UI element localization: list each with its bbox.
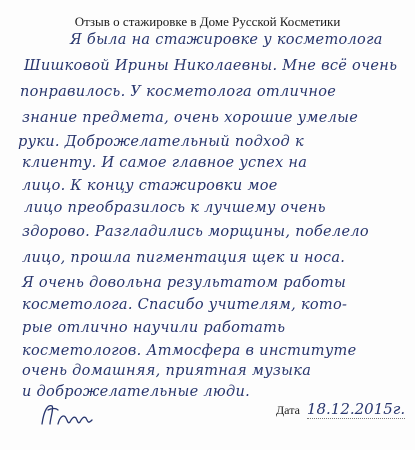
handwritten-line: руки. Доброжелательный подход к <box>18 134 304 150</box>
handwritten-line: Я была на стажировке у косметолога <box>70 32 383 48</box>
handwritten-line: клиенту. И самое главное успех на <box>22 155 308 171</box>
signature-scribble <box>38 400 96 432</box>
handwritten-line: Я очень довольна результатом работы <box>22 275 347 291</box>
handwritten-line: знание предмета, очень хорошие умелые <box>22 110 359 126</box>
date-row <box>276 400 405 418</box>
handwritten-line: понравилось. У косметолога отличное <box>20 84 337 100</box>
handwritten-line: и доброжелательные люди. <box>22 384 251 400</box>
handwritten-line: косметологов. Атмосфера в институте <box>22 343 357 359</box>
handwritten-line: лицо, прошла пигментация щек и носа. <box>22 250 346 266</box>
handwritten-line: лицо. К концу стажировки мое <box>22 178 278 194</box>
date-label: Дата <box>276 403 300 417</box>
handwritten-signature <box>38 400 96 437</box>
handwritten-line: здорово. Разгладились морщины, побелело <box>22 224 369 240</box>
date-value: 18.12.2015г. <box>306 400 406 418</box>
handwritten-line: лицо преобразилось к лучшему очень <box>24 200 326 216</box>
handwritten-line: рые отлично научили работать <box>22 320 286 336</box>
handwritten-line: косметолога. Спасибо учителям, кото- <box>22 297 348 313</box>
handwritten-line: Шишковой Ирины Николаевны. Мне всё очень <box>24 58 398 74</box>
document-title: Отзыв о стажировке в Доме Русской Косметики <box>74 14 341 29</box>
handwritten-line: очень домашняя, приятная музыка <box>22 363 312 379</box>
